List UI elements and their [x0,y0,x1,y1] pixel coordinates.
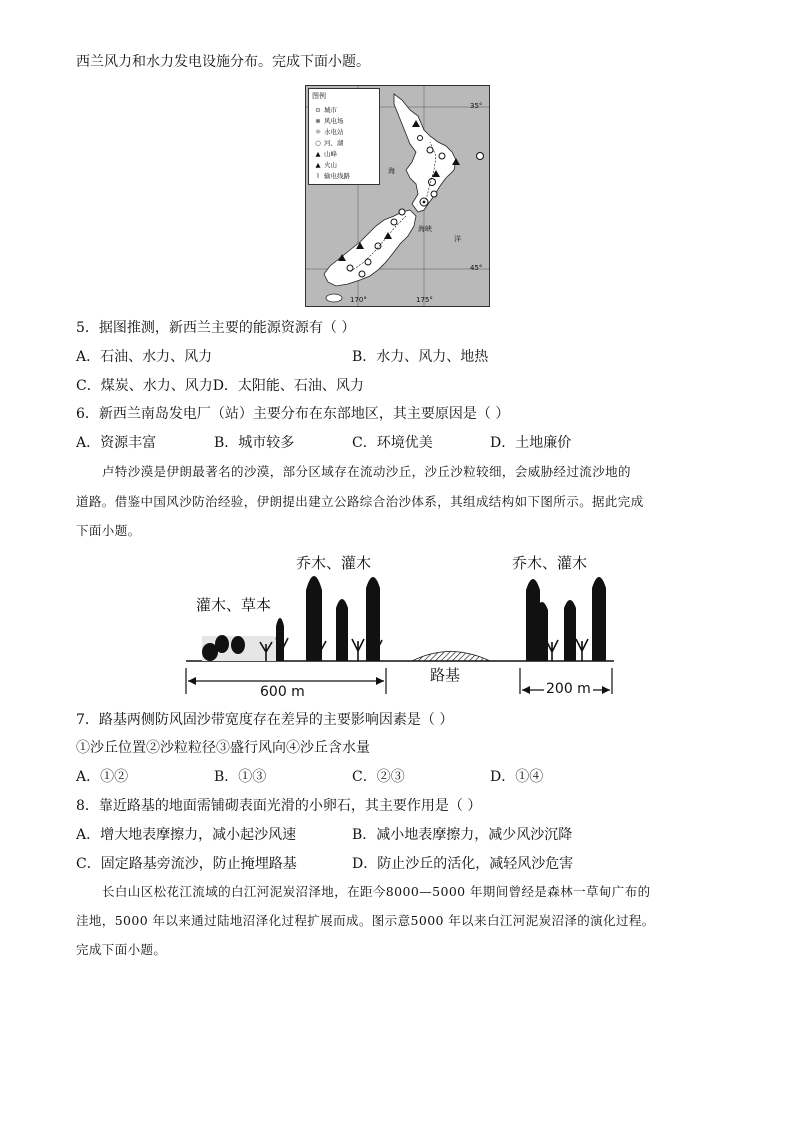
river-lake-icon: ○ [315,139,321,147]
legend-item-city: ⊙ 城市 [312,105,337,114]
q7-option-c: C．②③ [352,769,405,785]
legend-item-peak: ▲ 山峰 [312,149,337,158]
q5-option-cd: C．煤炭、水力、风力D．太阳能、石油、风力 [76,378,364,394]
q7-items: ①沙丘位置②沙粒粒径③盛行风向④沙丘含水量 [76,740,370,756]
wind-farm-icon: ⊗ [315,117,321,125]
shrub-grass-label: 灌木、草本 [196,596,272,614]
road-label: 路基 [430,666,461,684]
lat-35-label: 35° [470,102,483,110]
passage2-line-1: 卢特沙漠是伊朗最著名的沙漠，部分区域存在流动沙丘，沙丘沙粒较细，会威胁经过流沙地的 [102,464,631,479]
volcano-icon: ▲ [315,161,321,169]
q5-option-a: A．石油、水力、风力 [76,349,213,365]
q8-option-a: A．增大地表摩擦力，减小起沙风速 [76,827,297,843]
width-right-label: 200 m [546,681,591,697]
legend-item-volcano: ▲ 火山 [312,160,337,169]
lon-170-label: 170° [350,296,367,304]
trees-left-label: 乔木、灌木 [296,554,372,572]
q8-option-b: B．减小地表摩擦力，减少风沙沉降 [352,827,573,843]
q8-stem: 8．靠近路基的地面需铺砌表面光滑的小卵石，其主要作用是（ ） [76,798,482,814]
passage3-line-3: 完成下面小题。 [76,942,167,957]
q6-option-a: A．资源丰富 [76,435,157,451]
south-island [324,210,416,286]
q6-option-c: C．环境优美 [352,435,433,451]
passage2-line-3: 下面小题。 [76,523,141,538]
legend-item-river-lake: ○ 河、湖 [312,138,344,147]
north-island [394,94,456,212]
ocean-label: 洋 [454,235,461,243]
stewart-island [326,294,342,302]
q5-stem: 5．据图推测，新西兰主要的能源资源有（ ） [76,320,356,336]
lat-45-label: 45° [470,264,483,272]
width-left-label: 600 m [260,684,305,700]
q7-option-a: A．①② [76,769,129,785]
city-icon: ⊙ [315,106,321,114]
sand-control-diagram [180,548,620,698]
q7-stem: 7．路基两侧防风固沙带宽度存在差异的主要影响因素是（ ） [76,712,454,728]
strait-label: 海峡 [418,225,432,233]
q6-option-b: B．城市较多 [214,435,295,451]
passage3-line-1: 长白山区松花江流域的白江河泥炭沼泽地，在距今8000—5000 年期间曾经是森林一草甸广布的 [102,884,651,899]
q6-stem: 6．新西兰南岛发电厂（站）主要分布在东部地区，其主要原因是（ ） [76,406,510,422]
lon-175-label: 175° [416,296,433,304]
q5-option-b: B．水力、风力、地热 [352,349,489,365]
passage3-line-2: 洼地，5000 年以来通过陆地沼泽化过程扩展而成。图示意5000 年以来白江河泥炭沼泽的演化过程。 [76,913,655,928]
sea-label: 海 [388,167,395,175]
nz-energy-map [305,85,490,307]
q6-option-d: D．土地廉价 [490,435,572,451]
power-line-icon: ⌇ [316,172,320,180]
q7-option-b: B．①③ [214,769,267,785]
peak-icon: ▲ [315,150,321,158]
q7-option-d: D．①④ [490,769,544,785]
legend-item-wind-farm: ⊗ 风电场 [312,116,344,125]
q8-option-d: D．防止沙丘的活化，减轻风沙危害 [352,856,574,872]
hydro-station-icon: ☼ [315,128,321,136]
trees-right-label: 乔木、灌木 [512,554,588,572]
passage2-line-2: 道路。借鉴中国风沙防治经验，伊朗提出建立公路综合治沙体系，其组成结构如下图所示。据此完成 [76,494,644,509]
legend-item-power-line: ⌇ 输电线路 [312,171,350,180]
legend-item-hydro: ☼ 水电站 [312,127,344,136]
legend-title: 图例 [312,92,326,100]
map-legend [308,88,380,185]
q8-option-c: C．固定路基旁流沙，防止掩埋路基 [76,856,297,872]
intro-tail: 西兰风力和水力发电设施分布。完成下面小题。 [76,54,370,70]
